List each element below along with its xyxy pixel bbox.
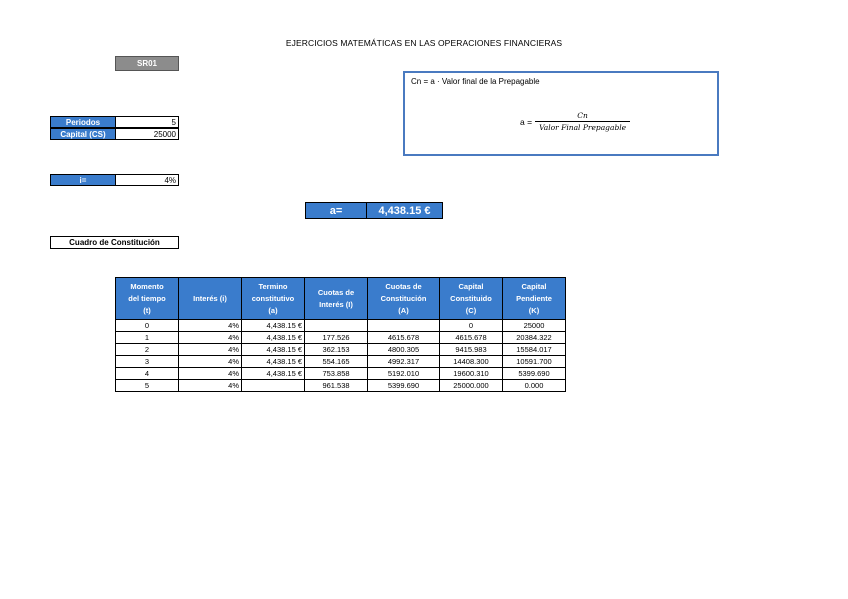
table-row: [116, 380, 566, 392]
header-capital-constituido: Capital Constituido (C): [440, 278, 503, 320]
page-title: EJERCICIOS MATEMÁTICAS EN LAS OPERACIONES FINANCIERAS: [285, 38, 563, 48]
result-label: a=: [306, 203, 367, 218]
cell-cuotas-interes: 554.165: [305, 356, 368, 368]
cell-cuotas-interes: [305, 320, 368, 332]
periodos-value[interactable]: 5: [115, 116, 179, 128]
cell-cuotas-interes: 177.526: [305, 332, 368, 344]
exercise-code: SR01: [115, 56, 179, 71]
header-termino: Termino constitutivo (a): [242, 278, 305, 320]
cell-momento: 3: [116, 356, 179, 368]
cell-interes: 4%: [179, 332, 242, 344]
cell-momento: 1: [116, 332, 179, 344]
section-label: Cuadro de Constitución: [50, 236, 179, 249]
table-row: [116, 368, 566, 380]
capital-value[interactable]: 25000: [115, 128, 179, 140]
cell-cuotas-interes: 961.538: [305, 380, 368, 392]
header-momento: Momento del tiempo (t): [116, 278, 179, 320]
cell-capital-pendiente: 0.000: [503, 380, 566, 392]
capital-label: Capital (CS): [50, 128, 116, 140]
cell-capital-constituido: 4615.678: [440, 332, 503, 344]
cell-capital-pendiente: 15584.017: [503, 344, 566, 356]
table-row: [116, 332, 566, 344]
cell-interes: 4%: [179, 380, 242, 392]
cell-capital-constituido: 0: [440, 320, 503, 332]
result-box: [305, 202, 443, 219]
cell-cuotas-interes: 362.153: [305, 344, 368, 356]
header-interes: Interés (i): [179, 278, 242, 320]
cell-interes: 4%: [179, 344, 242, 356]
interest-rate-value[interactable]: 4%: [115, 174, 179, 186]
cell-momento: 0: [116, 320, 179, 332]
table-header-row: [116, 278, 566, 320]
cell-capital-constituido: 25000.000: [440, 380, 503, 392]
table-row: [116, 356, 566, 368]
formula-numerator: Cn: [577, 111, 588, 120]
cell-interes: 4%: [179, 356, 242, 368]
cell-cuotas-constitucion: 4800.305: [368, 344, 440, 356]
header-capital-pendiente: Capital Pendiente (K): [503, 278, 566, 320]
header-cuotas-constitucion: Cuotas de Constitución (A): [368, 278, 440, 320]
formula-heading: Cn = a · Valor final de la Prepagable: [411, 77, 540, 86]
formula-lhs: a =: [520, 116, 533, 127]
cell-capital-constituido: 9415.983: [440, 344, 503, 356]
cell-cuotas-constitucion: 5399.690: [368, 380, 440, 392]
cell-capital-pendiente: 5399.690: [503, 368, 566, 380]
cell-termino: 4,438.15 €: [242, 332, 305, 344]
table-row: [116, 320, 566, 332]
cell-termino: 4,438.15 €: [242, 344, 305, 356]
table-body: [116, 320, 566, 392]
cell-termino: [242, 380, 305, 392]
cell-capital-constituido: 19600.310: [440, 368, 503, 380]
cell-cuotas-constitucion: [368, 320, 440, 332]
formula-denominator: Valor Final Prepagable: [535, 121, 630, 132]
cell-cuotas-constitucion: 4992.317: [368, 356, 440, 368]
cell-capital-constituido: 14408.300: [440, 356, 503, 368]
periodos-label: Periodos: [50, 116, 116, 128]
header-cuotas-interes: Cuotas de Interés (I): [305, 278, 368, 320]
cell-momento: 5: [116, 380, 179, 392]
cell-capital-pendiente: 10591.700: [503, 356, 566, 368]
cell-cuotas-interes: 753.858: [305, 368, 368, 380]
cell-cuotas-constitucion: 5192.010: [368, 368, 440, 380]
cell-interes: 4%: [179, 320, 242, 332]
cell-momento: 2: [116, 344, 179, 356]
cell-cuotas-constitucion: 4615.678: [368, 332, 440, 344]
cell-momento: 4: [116, 368, 179, 380]
cell-capital-pendiente: 20384.322: [503, 332, 566, 344]
result-value: 4,438.15 €: [378, 205, 431, 217]
constitution-table: [115, 277, 566, 392]
formula-fraction: [520, 111, 630, 132]
cell-capital-pendiente: 25000: [503, 320, 566, 332]
table-row: [116, 344, 566, 356]
cell-interes: 4%: [179, 368, 242, 380]
cell-termino: 4,438.15 €: [242, 356, 305, 368]
cell-termino: 4,438.15 €: [242, 320, 305, 332]
interest-rate-label: i=: [50, 174, 116, 186]
cell-termino: 4,438.15 €: [242, 368, 305, 380]
